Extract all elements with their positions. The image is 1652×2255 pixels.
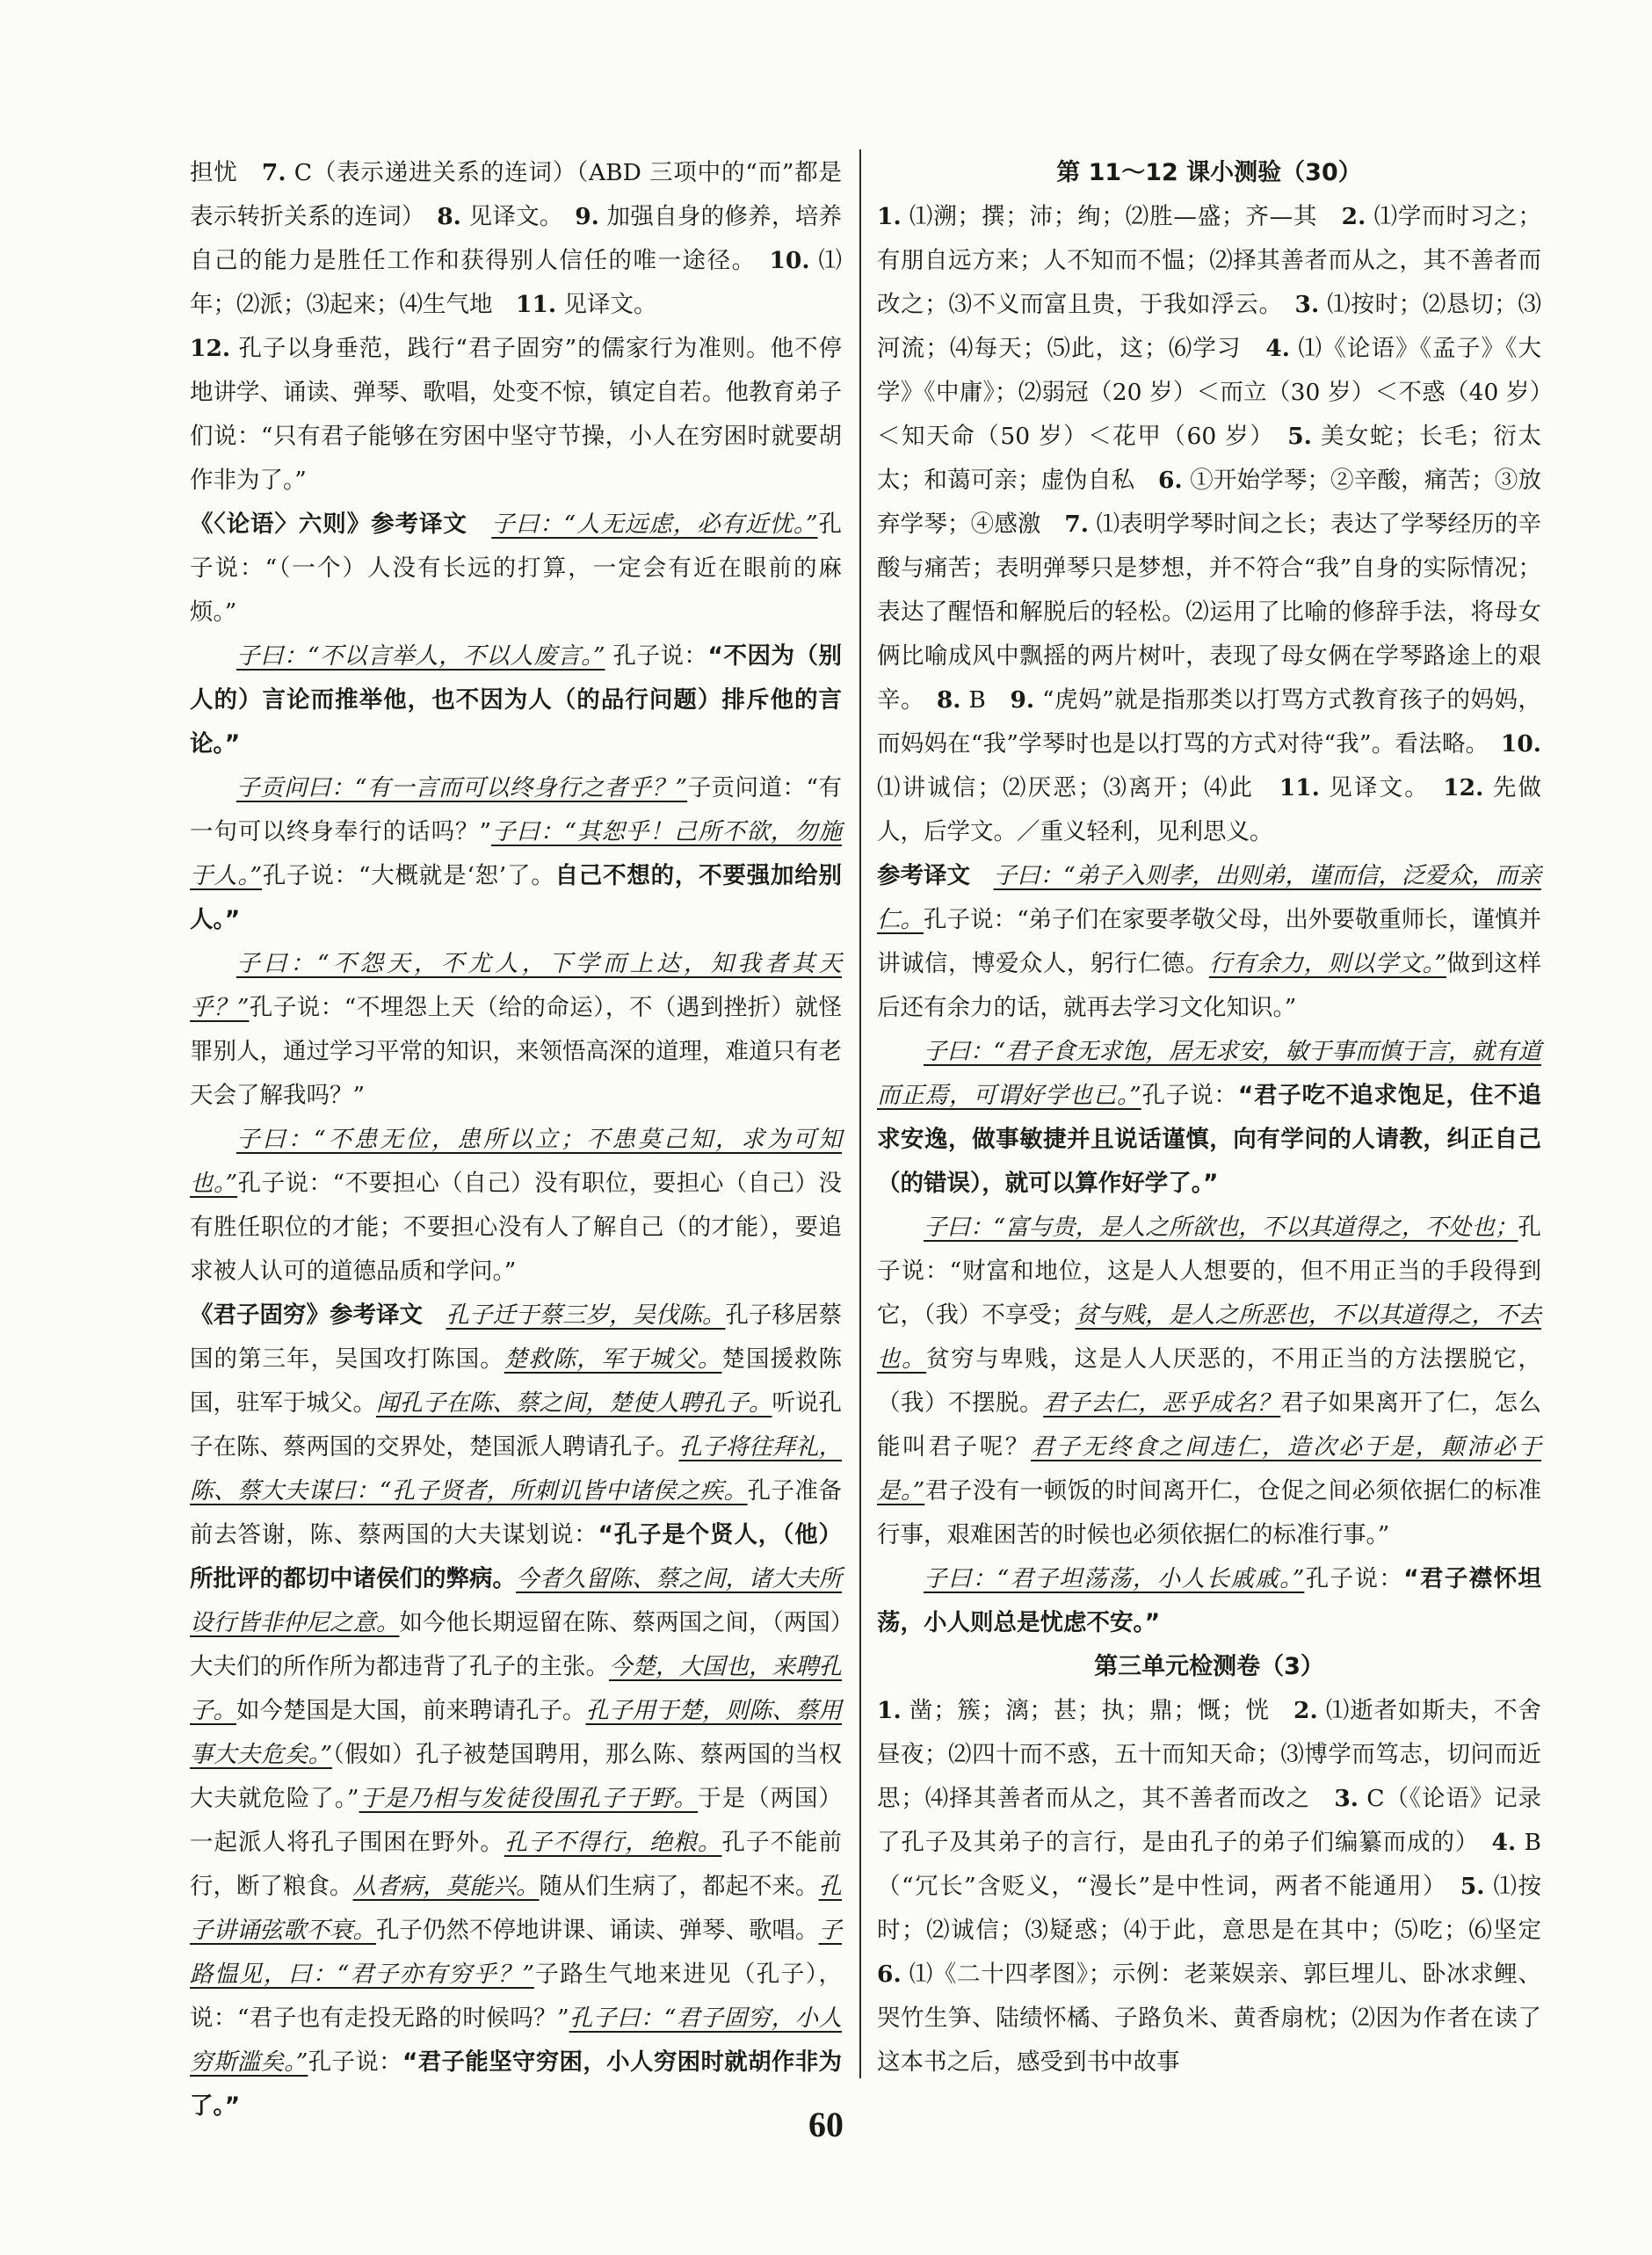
translation-text: 孔子说：“不要担心（自己）没有职位，要担心（自己）没有胜任职位的才能；不要担心没有人了解自己（的才能），要追求被人认可的道德品质和学问。” — [190, 1170, 842, 1285]
question-number: 10. — [769, 247, 810, 274]
classical-text: 子曰：“其恕乎！己所不欲，勿施于人。” — [190, 818, 842, 889]
classical-text: 孔子不得行，绝粮。 — [504, 1829, 722, 1856]
question-number: 3. — [1334, 1785, 1359, 1812]
answer-text: ⑴表明学琴时间之长；表达了学琴经历的辛酸与痛苦；表明弹琴只是梦想，并不符合“我”自身的实际情况；表达了醒悟和解脱后的轻松。⑵运用了比喻的修辞手法，将母女俩比喻成风中飘摇的两片树叶，表现了母女俩在学琴路途上的艰辛。 — [877, 511, 1541, 714]
answer-text: 先做人，后学文。／重义轻利，见利思义。 — [877, 774, 1541, 845]
question-number: 1. — [877, 203, 902, 230]
translation-bold: “君子吃不追求饱足，住不追求安逸，做事敏捷并且说话谨慎，向有学问的人请教，纠正自己（的错误），就可以算作好学了。” — [877, 1082, 1542, 1197]
translation-text: 如今楚国是大国，前来聘请孔子。 — [236, 1697, 586, 1724]
question-number: 11. — [1279, 774, 1320, 801]
translation-text: 于是（两国）一起派人将孔子围困在野外。 — [190, 1785, 843, 1856]
translation-text: 做到这样后还有余力的话，就再去学习文化知识。” — [877, 950, 1541, 1021]
question-number: 8. — [437, 203, 461, 230]
question-number: 4. — [1265, 335, 1290, 362]
answer-text: 见译文。 — [460, 203, 576, 230]
classical-text: 行有余力，则以学文。” — [1208, 950, 1447, 977]
answer-text: C（表示递进关系的连词）（ABD 三项中的“而”都是表示转折关系的连词） — [190, 159, 843, 230]
lunyu-item — [190, 942, 842, 1118]
translation-text: 子路生气地来进见（孔子），说：“君子也有走投无路的时候吗？” — [190, 1961, 842, 2032]
classical-text: 孔子用于楚，则陈、蔡用事大夫危矣。” — [190, 1697, 842, 1768]
answer-text: ⑴溯；撰；沛；绚；⑵胜—盛；齐—其 — [901, 203, 1342, 230]
lunyu-item — [190, 766, 842, 942]
question-number: 2. — [1293, 1697, 1318, 1724]
translation-text: 楚国援救陈国，驻军于城父。 — [190, 1345, 843, 1417]
translation-text: 贫穷与卑贱，这是人人厌恶的，不用正当的方法摆脱它，（我）不摆脱。 — [877, 1345, 1542, 1417]
translation-text: 孔子说：“弟子们在家要孝敬父母，出外要敬重师长，谨慎并讲诚信，博爱众人，躬行仁德。 — [877, 906, 1541, 977]
classical-text: 闻孔子在陈、蔡之间，楚使人聘孔子。 — [376, 1389, 772, 1417]
question-number: 10. — [1500, 730, 1541, 758]
classical-text: 孔子迁于蔡三岁，吴伐陈。 — [446, 1302, 726, 1329]
translation-bold: “君子襟怀坦荡，小人则总是忧虑不安。” — [877, 1565, 1541, 1636]
translation-text: 听说孔子在陈、蔡两国的交界处，楚国派人聘请孔子。 — [190, 1389, 842, 1461]
question-number: 3. — [1294, 291, 1320, 318]
question-number: 9. — [1010, 686, 1035, 714]
translation-text: 孔子仍然不停地讲课、诵读、弹琴、歌唱。 — [376, 1917, 819, 1944]
classical-text: 子曰：“富与贵，是人之所欲也，不以其道得之，不处也； — [924, 1214, 1518, 1241]
classical-text: 子曰：“君子坦荡荡，小人长戚戚。” — [924, 1565, 1305, 1592]
answer-text: 见译文。 — [1319, 774, 1444, 801]
quiz-answers — [877, 195, 1541, 854]
question-number: 7. — [261, 159, 286, 186]
answer-text: ①开始学琴；②辛酸，痛苦；③放弃学琴；④感激 — [877, 467, 1541, 538]
translation-text: 孔子说：“大概就是‘恕’了。 — [262, 862, 555, 889]
classical-text: 子曰：“不以言举人，不以人废言。” — [236, 642, 605, 670]
translation-bold: “不因为（别人的）言论而推举他，也不因为人（的品行问题）排斥他的言论。” — [190, 642, 842, 758]
junzi-translation — [190, 1294, 842, 2128]
answer-text: 凿；簇；漓；甚；执；鼎；慨；恍 — [901, 1697, 1294, 1724]
translation-text: 君子如果离开了仁，怎么能叫君子呢？ — [877, 1389, 1542, 1461]
answer-text: ⑴年；⑵派；⑶起来；⑷生气地 — [190, 247, 842, 318]
lunyu-item — [877, 1030, 1541, 1206]
translation-bold: “君子能坚守穷困，小人穷困时就胡作非为了。” — [190, 2048, 843, 2120]
answer-text: 担忧 — [190, 159, 262, 186]
translation-bold: “孔子是个贤人，（他）所批评的都切中诸侯们的弊病。 — [190, 1521, 842, 1592]
translation-bold: 自己不想的，不要强加给别人。” — [190, 862, 842, 933]
question-number: 12. — [1443, 774, 1484, 801]
question-number: 6. — [1157, 467, 1183, 494]
answer-text: B（“冗长”含贬义，“漫长”是中性词，两者不能通用） — [877, 1829, 1541, 1900]
classical-text: 贫与贱，是人之所恶也，不以其道得之，不去也。 — [877, 1302, 1542, 1373]
translation-text: 子贡问道：“有一句可以终身奉行的话吗？” — [190, 774, 842, 845]
classical-text: 子曰：“不怨天，不尤人，下学而上达，知我者其天乎？” — [190, 950, 842, 1021]
left-column — [190, 151, 842, 2128]
classical-text: 子曰：“人无远虑，必有近忧。” — [491, 511, 818, 538]
right-column — [877, 151, 1565, 2085]
unit-test-answers — [877, 1689, 1565, 2085]
question-number: 7. — [1064, 511, 1089, 538]
translation-text: 孔子不能前行，断了粮食。 — [190, 1829, 843, 1900]
translation-text: 随从们生病了，都起不来。 — [539, 1873, 819, 1900]
translation-text: 孔子移居蔡国的第三年，吴国攻打陈国。 — [190, 1302, 842, 1373]
translation-text: （假如）孔子被楚国聘用，那么陈、蔡两国的当权大夫就危险了。” — [190, 1741, 842, 1812]
translation-text: 孔子说：“（一个）人没有长远的打算，一定会有近在眼前的麻烦。” — [190, 511, 843, 626]
classical-text: 楚救陈，军于城父。 — [504, 1345, 722, 1373]
translation-text: 孔子说： — [308, 2048, 402, 2076]
classical-text: 孔子曰：“君子固穷，小人穷斯滥矣。” — [190, 2005, 842, 2076]
lunyu-item — [190, 634, 842, 766]
classical-text: 今楚，大国也，来聘孔子。 — [190, 1653, 842, 1724]
answer-text: B — [960, 686, 1011, 714]
classical-text: 子路愠见，曰：“君子亦有穷乎？” — [190, 1917, 842, 1988]
section-heading: 第三单元检测卷（3） — [1094, 1653, 1324, 1680]
answer-text: ⑴《二十四孝图》；示例：老莱娱亲、郭巨埋儿、卧冰求鲤、哭竹生笋、陆绩怀橘、子路负米、黄香扇枕；⑵因为作者在读了这本书之后，感受到书中故事 — [877, 1961, 1541, 2076]
answer-text: ⑴《论语》《孟子》《大学》《中庸》；⑵弱冠（20 岁）＜而立（30 岁）＜不惑（40 岁）＜知天命（50 岁）＜花甲（60 岁） — [877, 335, 1541, 450]
question-number: 6. — [877, 1961, 902, 1988]
lunyu-translation — [190, 503, 842, 634]
translation-text: 孔子准备前去答谢，陈、蔡两国的大夫谋划说： — [190, 1477, 843, 1548]
classical-text: 君子去仁，恶乎成名？ — [1043, 1389, 1281, 1417]
lunyu-item — [877, 1557, 1541, 1645]
section-heading: 第 11～12 课小测验（30） — [1056, 159, 1362, 186]
question-number: 11. — [516, 291, 557, 318]
lunyu-item — [877, 1206, 1541, 1557]
translation-text: 孔子说： — [1141, 1082, 1238, 1109]
answer-text: 见译文。 — [556, 291, 657, 318]
answer-text: ⑴学而时习之；有朋自远方来；人不知而不愠；⑵择其善者而从之，其不善者而改之；⑶不义而富且贵，于我如浮云。 — [877, 203, 1541, 318]
question-number: 5. — [1460, 1873, 1485, 1900]
answer-12 — [190, 327, 842, 503]
translation-text: 孔子说：“财富和地位，这是人人想要的，但不用正当的手段得到它，（我）不享受； — [877, 1214, 1541, 1329]
answers-continued — [190, 151, 842, 327]
question-number: 1. — [877, 1697, 902, 1724]
answer-text: ⑴讲诚信；⑵厌恶；⑶离开；⑷此 — [877, 774, 1279, 801]
question-number: 5. — [1287, 423, 1312, 450]
page-number: 60 — [808, 2105, 844, 2144]
classical-text: 子曰：“不患无位，患所以立；不患莫己知，求为可知也。” — [190, 1126, 842, 1197]
classical-text: 于是乃相与发徒役围孔子于野。 — [359, 1785, 699, 1812]
answer-text: 加强自身的修养，培养自己的能力是胜任工作和获得别人信任的唯一途径。 — [190, 203, 842, 274]
lunyu-item — [190, 1118, 842, 1294]
answer-text: 孔子以身垂范，践行“君子固穷”的儒家行为准则。他不停地讲学、诵读、弹琴、歌唱，处变不惊，镇定自若。他教育弟子们说：“只有君子能够在穷困中坚守节操，小人在穷困时就要胡作非为了。” — [190, 335, 842, 494]
classical-text: 君子无终食之间违仁，造次必于是，颠沛必于是。” — [877, 1433, 1542, 1505]
answer-text: “虎妈”就是指那类以打骂方式教育孩子的妈妈，而妈妈在“我”学琴时也是以打骂的方式对待“我”。看法略。 — [877, 686, 1541, 758]
translation-text: 孔子说： — [605, 642, 708, 670]
section-title: 《〈论语〉六则》参考译文 — [190, 511, 467, 538]
classical-text: 子贡问曰：“有一言而可以终身行之者乎？” — [236, 774, 688, 801]
classical-text: 孔子讲诵弦歌不衰。 — [190, 1873, 842, 1944]
classical-text: 今者久留陈、蔡之间，诸大夫所设行皆非仲尼之意。 — [190, 1565, 842, 1636]
column-divider — [859, 149, 861, 2078]
translation-text: 孔子说：“不埋怨上天（给的命运），不（遇到挫折）就怪罪别人，通过学习平常的知识，来领悟高深的道理，难道只有老天会了解我吗？” — [190, 994, 842, 1109]
translation-text: 孔子说： — [1304, 1565, 1404, 1592]
classical-text: 孔子将往拜礼，陈、蔡大夫谋曰：“孔子贤者，所刺讥皆中诸侯之疾。 — [190, 1433, 842, 1505]
question-number: 2. — [1341, 203, 1366, 230]
answer-text: ⑴按时；⑵恳切；⑶河流；⑷每天；⑸此，这；⑹学习 — [877, 291, 1541, 362]
question-number: 4. — [1491, 1829, 1517, 1856]
answer-text: ⑴按时；⑵诚信；⑶疑惑；⑷于此，意思是在其中；⑸吃；⑹坚定 — [877, 1873, 1565, 1944]
answer-text: 美女蛇；长毛；衍太太；和蔼可亲；虚伪自私 — [877, 423, 1541, 494]
answer-text: C（《论语》记录了孔子及其弟子的言行，是由孔子的弟子们编纂而成的） — [877, 1785, 1542, 1856]
translation-text: 君子没有一顿饭的时间离开仁，仓促之间必须依据仁的标准行事，艰难困苦的时候也必须依据仁的标准行事。” — [877, 1477, 1541, 1548]
question-number: 12. — [190, 335, 231, 362]
reference-translation — [877, 854, 1541, 1030]
question-number: 9. — [575, 203, 599, 230]
section-title: 参考译文 — [877, 862, 971, 889]
answer-text: ⑴逝者如斯夫，不舍昼夜；⑵四十而不惑，五十而知天命；⑶博学而笃志，切问而近思；⑷择其善者而从之，其不善者而改之 — [877, 1697, 1541, 1812]
classical-text: 子曰：“弟子入则孝，出则弟，谨而信，泛爱众，而亲仁。 — [877, 862, 1541, 933]
question-number: 8. — [936, 686, 961, 714]
translation-text: 如今他长期逗留在陈、蔡两国之间，（两国）大夫们的所作所为都违背了孔子的主张。 — [190, 1609, 842, 1680]
section-title: 《君子固穷》参考译文 — [190, 1302, 423, 1329]
classical-text: 从者病，莫能兴。 — [352, 1873, 540, 1900]
classical-text: 子曰：“君子食无求饱，居无求安，敏于事而慎于言，就有道而正焉，可谓好学也已。” — [877, 1038, 1541, 1109]
